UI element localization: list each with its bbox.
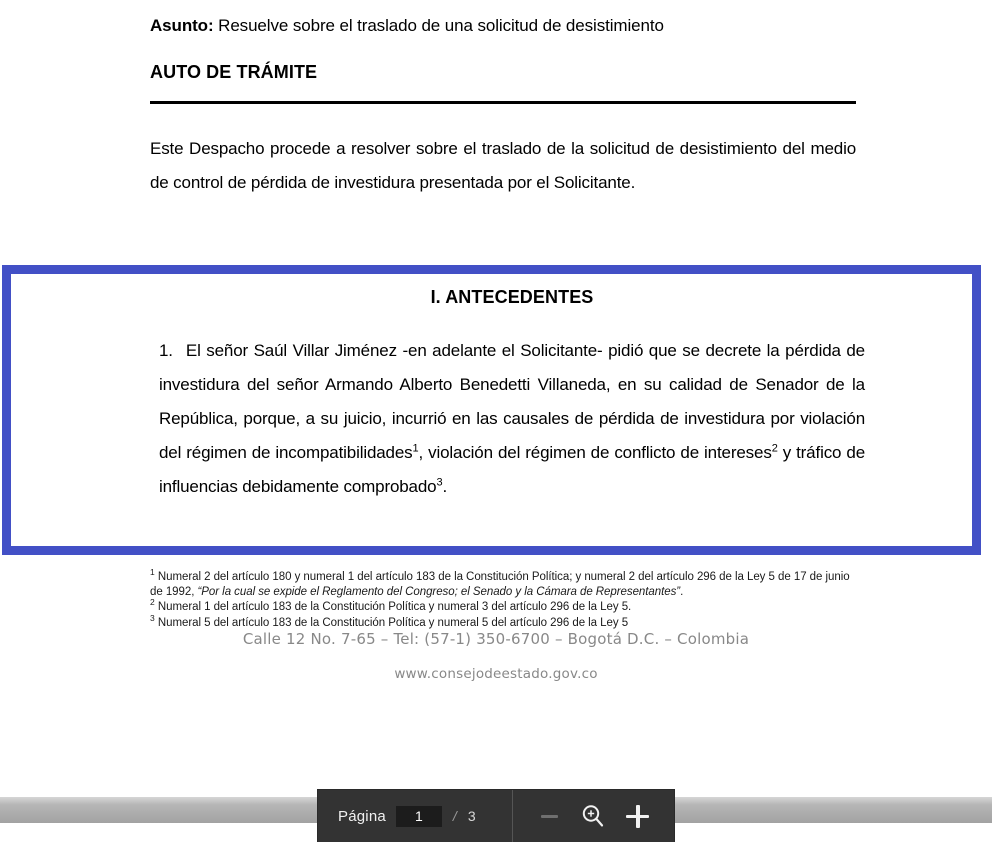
zoom-controls-group (513, 790, 674, 842)
asunto-line (150, 15, 856, 37)
footnote-ref-3: 3 (436, 476, 443, 489)
footnote-marker-3: 3 (150, 612, 155, 623)
numbered-text-part3: y tráfico de influencias debidamente comprobado (159, 443, 866, 496)
numbered-text-part2: , violación del régimen de conflicto de intereses (418, 443, 772, 462)
asunto-value: Resuelve sobre el traslado de una solicitud de desistimiento (213, 16, 664, 35)
footnote-marker-1: 1 (150, 567, 155, 578)
antecedentes-highlight-box (2, 265, 981, 555)
numbered-paragraph-1 (159, 334, 865, 504)
footnote-ref-2: 2 (771, 442, 778, 455)
pdf-viewer-toolbar (318, 790, 674, 842)
document-title: AUTO DE TRÁMITE (150, 62, 318, 82)
footnote-marker-2: 2 (150, 597, 155, 608)
title-underline-rule (150, 101, 856, 104)
minus-icon (541, 815, 558, 818)
footnote-1-tail: . (680, 586, 684, 599)
antecedentes-content (159, 274, 865, 504)
plus-icon (626, 805, 649, 828)
page-number-input[interactable] (396, 806, 442, 827)
page-navigation-group (318, 790, 513, 842)
zoom-in-button[interactable] (617, 796, 659, 836)
magnifier-zoom-in-icon (580, 803, 606, 829)
zoom-out-button[interactable] (528, 796, 570, 836)
list-number: 1. (159, 341, 173, 360)
section-heading-antecedentes: I. ANTECEDENTES (430, 287, 594, 307)
numbered-text-part4: . (442, 477, 448, 496)
footnote-3-text: Numeral 5 del artículo 183 de la Constitución Política y numeral 5 del artículo 296 de la Ley 5 (157, 616, 629, 629)
footnote-item-3 (150, 612, 862, 631)
footnote-ref-1: 1 (412, 442, 419, 455)
total-pages-label: 3 (467, 808, 476, 824)
document-text-column (150, 0, 856, 199)
asunto-label: Asunto: (150, 16, 214, 35)
footnote-item-2 (150, 597, 862, 615)
page-footer (0, 630, 992, 682)
page-label: Página (338, 807, 386, 825)
footnote-item-1 (150, 567, 862, 600)
page-separator: / (452, 808, 457, 824)
footer-url: www.consejodeestado.gov.co (394, 666, 598, 682)
intro-paragraph: Este Despacho procede a resolver sobre el traslado de la solicitud de desistimiento del medio de control de pérdida de investidura presentada por el Solicitante. (150, 139, 856, 192)
footnote-1-text: Numeral 2 del artículo 180 y numeral 1 del artículo 183 de la Constitución Política; y numeral 2 del artículo 296 de la Ley 5 de 17 de junio de 1992, (150, 571, 850, 599)
footnotes-block (150, 567, 862, 631)
footnote-1-italic: “Por la cual se expide el Reglamento del Congreso; el Senado y la Cámara de Representantes” (197, 586, 681, 599)
footnote-2-text: Numeral 1 del artículo 183 de la Constitución Política y numeral 3 del artículo 296 de la Ley 5. (157, 601, 632, 614)
footer-address: Calle 12 No. 7-65 – Tel: (57-1) 350-6700 – Bogotá D.C. – Colombia (242, 630, 750, 648)
numbered-text-part1: El señor Saúl Villar Jiménez -en adelante el Solicitante- pidió que se decrete la pérdida de investidura del señor Armando Alberto Benedetti Villaneda, en su calidad de Senador de la República, porque, a su juicio, incurrió en las causales de pérdida de investidura por violación del régimen de incompatibilidades (159, 341, 865, 462)
zoom-reset-button[interactable] (572, 796, 614, 836)
